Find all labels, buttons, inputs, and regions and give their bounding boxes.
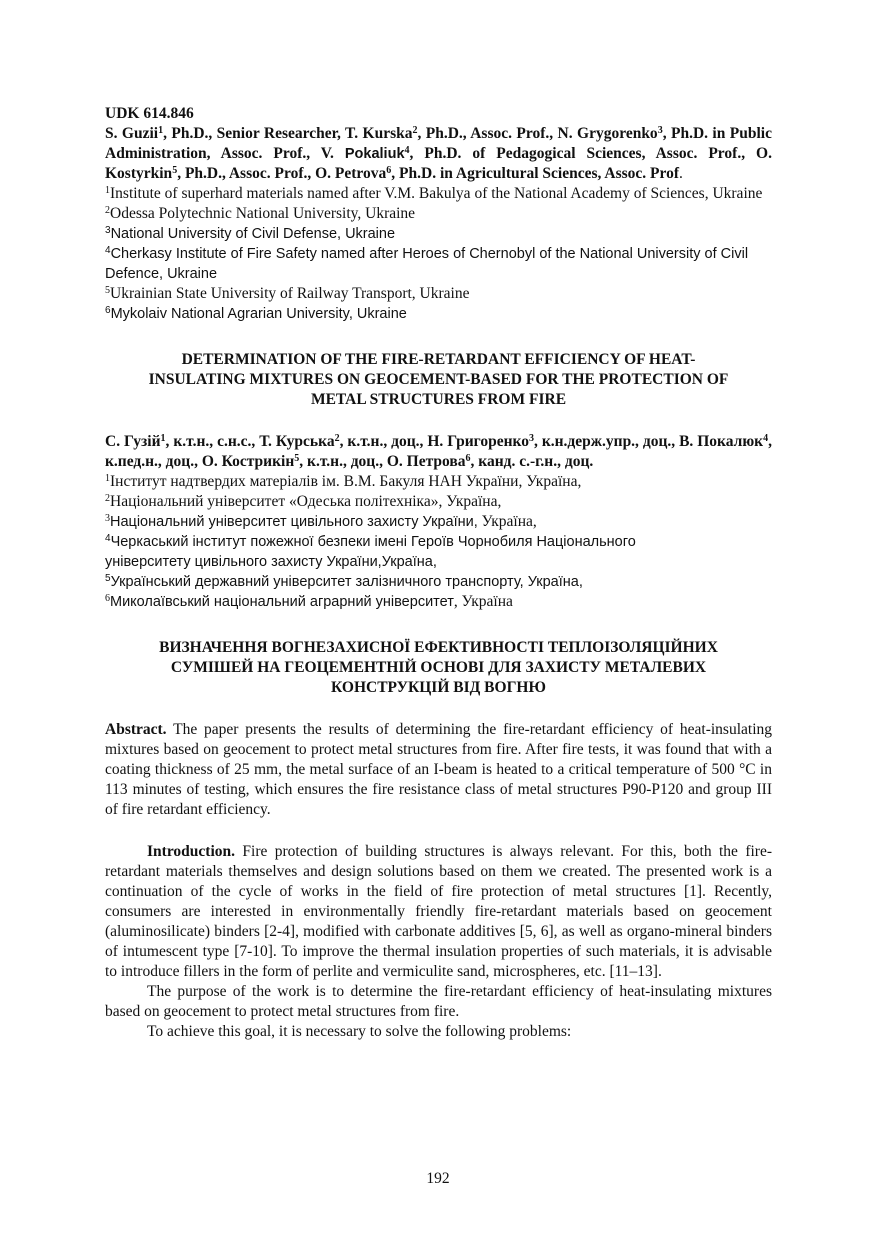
affiliation-en-3: $^3$National University of Civil Defense, Ukraine [105, 225, 396, 242]
page-number: 192 [426, 1170, 450, 1187]
introduction-label: Introduction. [147, 843, 235, 860]
title-en: DETERMINATION OF THE FIRE-RETARDANT EFFICIENCY OF HEAT- INSULATING MIXTURES ON GEOCEMENT-BASED FOR THE PROTECTION OF METAL STRUCTURES FROM FIRE [148, 351, 729, 408]
affiliation-en-4: $^4$Cherkasy Institute of Fire Safety named after Heroes of Chernobyl of the National University of Civil Defence, Ukraine [105, 245, 749, 282]
title-ua: ВИЗНАЧЕННЯ ВОГНЕЗАХИСНОЇ ЕФЕКТИВНОСТІ ТЕПЛОІЗОЛЯЦІЙНИХ СУМІШЕЙ НА ГЕОЦЕМЕНТНІЙ ОСНОВІ ДЛЯ ЗАХИСТУ МЕТАЛЕВИХ КОНСТРУКЦІЙ ВІД ВОГНЮ [159, 639, 718, 696]
authors-en: S. Guzii$^1$, Ph.D., Senior Researcher, T. Kurska$^2$, Ph.D., Assoc. Prof., N. Grygorenko$^3$, Ph.D. in Public Administration, Assoc. Prof., V. Pokaliuk$^4$, Ph.D. of Pedagogical Sciences, Assoc. Prof., O. Kostyrkin$^5$, Ph.D., Assoc. Prof., O. Petrova$^6$, Ph.D. in Agricultural Sciences, Assoc. Prof. [105, 125, 772, 182]
purpose-paragraph: The purpose of the work is to determine the fire-retardant efficiency of heat-insulating mixtures based on geocement to protect metal structures from fire. [105, 983, 772, 1020]
affiliation-ua-2: $^2$Національний університет «Одеська політехніка», Україна, [105, 493, 502, 510]
authors-ua: С. Гузій$^1$, к.т.н., с.н.с., Т. Курська$^2$, к.т.н., доц., Н. Григоренко$^3$, к.н.держ.упр., доц., В. Покалюк$^4$, к.пед.н., доц., О. Кострикін$^5$, к.т.н., доц., О. Петрова$^6$, канд. с.-г.н., доц. [105, 433, 772, 470]
affiliation-ua-1: $^1$Інститут надтвердих матеріалів ім. В.М. Бакуля НАН України, Україна, [105, 473, 582, 490]
problems-paragraph: To achieve this goal, it is necessary to solve the following problems: [147, 1023, 572, 1040]
affiliation-ua-6: $^6$Миколаївський національний аграрний університет, Україна [105, 593, 513, 610]
abstract-label: Abstract. [105, 721, 167, 738]
paper-page [105, 104, 772, 1042]
affiliation-ua-5: $^5$Український державний університет залізничного транспорту, Україна, [105, 573, 583, 590]
udk-code: UDK 614.846 [105, 105, 194, 122]
abstract: Abstract. The paper presents the results of determining the fire-retardant efficiency of heat-insulating mixtures based on geocement to protect metal structures from fire. After fire tests, it was found that with a coating thickness of 25 mm, the metal surface of an I-beam is heated to a critical temperature of 500 °C in 113 minutes of testing, which ensures the fire resistance class of metal structures P90-P120 and group III of fire retardant efficiency. [105, 721, 772, 818]
affiliation-en-6: $^6$Mykolaiv National Agrarian University, Ukraine [105, 305, 407, 322]
affiliation-en-1: $^1$Institute of superhard materials named after V.M. Bakulya of the National Academy of Sciences, Ukraine [105, 185, 763, 202]
affiliation-ua-3: $^3$Національний університет цивільного захисту України, Україна, [105, 513, 537, 530]
introduction-paragraph: Introduction. Fire protection of building structures is always relevant. For this, both the fire-retardant materials themselves and design solutions based on them we created. The presented work is a continuation of the cycle of works in the field of fire protection of metal structures [1]. Recently, consumers are interested in environmentally friendly fire-retardant materials based on geocement (aluminosilicate) binders [2-4], modified with carbonate additives [5, 6], as well as organo-mineral binders of intumescent type [7-10]. To improve the thermal insulation properties of such materials, it is advisable to introduce fillers in the form of perlite and vermiculite sand, microspheres, etc. [11–13]. [105, 843, 772, 980]
affiliation-en-2: $^2$Odessa Polytechnic National University, Ukraine [105, 205, 416, 222]
affiliation-en-5: $^5$Ukrainian State University of Railway Transport, Ukraine [105, 285, 470, 302]
affiliation-ua-4: $^4$Черкаський інститут пожежної безпеки імені Героїв Чорнобиля Національного університету цивільного захисту України,Україна, [105, 533, 636, 570]
